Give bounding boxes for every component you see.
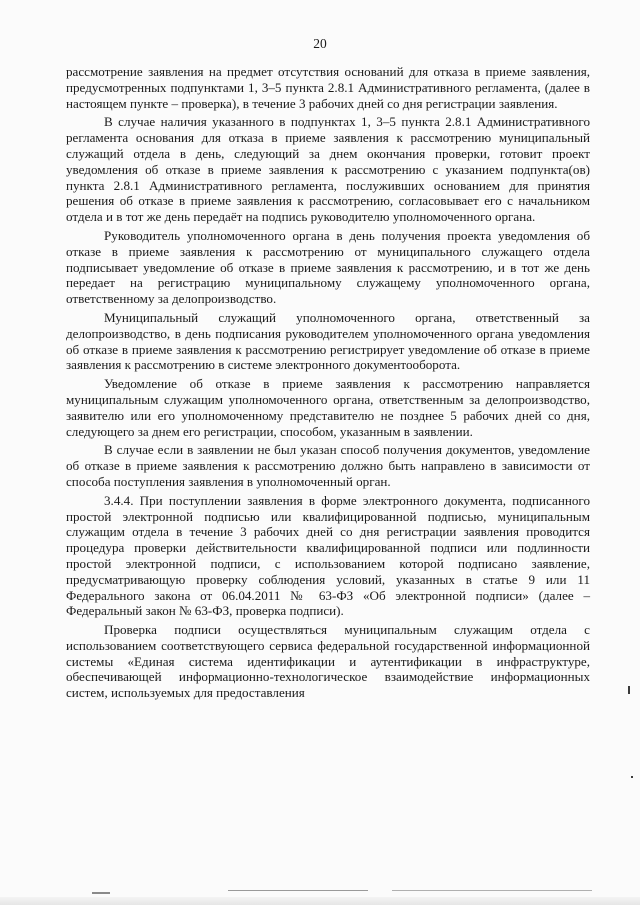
paragraph-delivery-method: В случае если в заявлении не был указан способ получения документов, уведомление об отказе в приеме заявления к рассмотрению должно быть направлено в зависимости от способа поступления заявления в уполномоченный орган. (66, 442, 590, 489)
scan-speck (631, 776, 633, 778)
paragraph-section-3-4-4: 3.4.4. При поступлении заявления в форме электронного документа, подписанного простой электронной подписью или квалифицированной подписью, муниципальным служащим отдела в течение 3 рабочих дней со дня регистрации заявления проводится процедура проверки действительности квалифицированной подписи или подлинности простой электронной подписи, с использованием которой подписано заявление, предусматривающую проверку соблюдения условий, указанных в статье 9 или 11 Федерального закона от 06.04.2011 № 63-ФЗ «Об электронной подписи» (далее – Федеральный закон № 63-ФЗ, проверка подписи). (66, 492, 590, 619)
scan-line (228, 890, 368, 891)
paragraph-refusal-grounds: В случае наличия указанного в подпунктах 1, 3–5 пункта 2.8.1 Административного регламента основания для отказа в приеме заявления к рассмотрению муниципальный служащий отдела в день, следующий за днем окончания проверки, готовит проект уведомления об отказе в приеме заявления к рассмотрению с указанием подпункта(ов) пункта 2.8.1 Административного регламента, послуживших основанием для принятия решения об отказе в приеме заявления к рассмотрению, согласовывает его с начальником отдела и в тот же день передаёт на подпись руководителю уполномоченного органа. (66, 114, 590, 225)
paragraph-notice-delivery: Уведомление об отказе в приеме заявления к рассмотрению направляется муниципальным служащим уполномоченного органа, ответственным за делопроизводство, заявителю или его уполномоченному представителю не позднее 5 рабочих дней со дня, следующего за днем его регистрации, способом, указанным в заявлении. (66, 376, 590, 439)
scan-speck (92, 892, 110, 894)
paragraph-continuation: рассмотрение заявления на предмет отсутствия оснований для отказа в приеме заявления, предусмотренных подпунктами 1, 3–5 пункта 2.8.1 Административного регламента, (далее в настоящем пункте – проверка), в течение 3 рабочих дней со дня регистрации заявления. (66, 64, 590, 111)
paragraph-signature-check: Проверка подписи осуществляться муниципальным служащим отдела с использованием соответствующего сервиса федеральной государственной информационной системы «Единая система идентификации и аутентификации в инфраструктуре, обеспечивающей информационно-технологическое взаимодействие информационных систем, используемых для предоставления (66, 622, 590, 701)
scan-line (392, 890, 592, 891)
scan-speck (628, 686, 630, 694)
page-number: 20 (313, 36, 327, 51)
paragraph-head-signs-notice: Руководитель уполномоченного органа в день получения проекта уведомления об отказе в приеме заявления к рассмотрению от муниципального служащего отдела подписывает уведомление об отказе в приеме заявления к рассмотрению, и в тот же день передает на регистрацию муниципальному служащему уполномоченного органа, ответственному за делопроизводство. (66, 227, 590, 307)
scan-bottom-edge (0, 897, 640, 905)
document-body (66, 64, 590, 704)
paragraph-registration-of-notice: Муниципальный служащий уполномоченного органа, ответственный за делопроизводство, в день подписания руководителем уполномоченного органа уведомления об отказе в приеме заявления к рассмотрению регистрирует уведомление об отказе в приеме заявления к рассмотрению в системе электронного документооборота. (66, 309, 590, 373)
